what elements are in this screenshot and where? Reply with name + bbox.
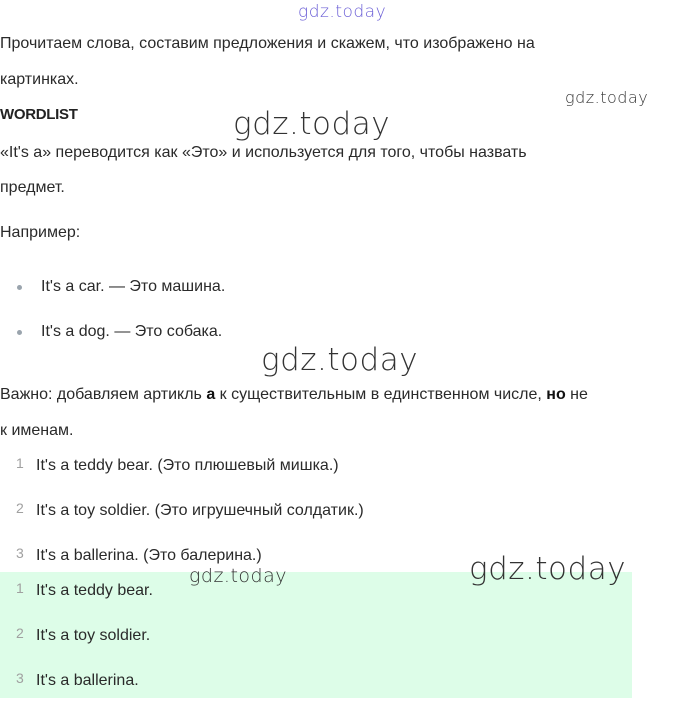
item-number: 2 xyxy=(16,500,24,516)
example-item: It's a dog. — Это собака. xyxy=(41,323,223,340)
list-item xyxy=(0,489,632,534)
item-number: 3 xyxy=(16,545,24,561)
item-text: It's a ballerina. xyxy=(36,672,139,689)
note-line-2: к именам. xyxy=(0,422,74,439)
item-text: It's a teddy bear. (Это плюшевый мишка.) xyxy=(36,457,339,474)
watermark-top: gdz.today xyxy=(298,2,387,22)
item-number: 1 xyxy=(16,455,24,471)
item-text: It's a teddy bear. xyxy=(36,582,153,599)
item-text: It's a toy soldier. (Это игрушечный солдатик.) xyxy=(36,502,364,519)
explanation-line-1: «It's a» переводится как «Это» и используется для того, чтобы назвать xyxy=(0,144,527,161)
explanation-line-2: предмет. xyxy=(0,179,65,196)
note-but: но xyxy=(546,386,566,403)
list-item xyxy=(0,659,632,704)
list-item xyxy=(0,444,632,489)
list-item xyxy=(0,614,632,659)
note-article: a xyxy=(206,386,216,403)
bullet-dot xyxy=(17,285,22,290)
watermark-large-1: gdz.today xyxy=(233,106,391,142)
item-number: 3 xyxy=(16,670,24,686)
bullet-dot xyxy=(17,330,22,335)
watermark-large-2: gdz.today xyxy=(261,342,419,378)
item-number: 2 xyxy=(16,625,24,641)
watermark-large-3: gdz.today xyxy=(469,551,627,587)
watermark-small-2: gdz.today xyxy=(189,565,287,587)
watermark-small-1: gdz.today xyxy=(565,88,649,107)
intro-line-2: картинках. xyxy=(0,71,79,88)
item-text: It's a toy soldier. xyxy=(36,627,151,644)
item-text: It's a ballerina. (Это балерина.) xyxy=(36,547,262,564)
note-line-1: Важно: добавляем артикль a к существительным в единственном числе, но не xyxy=(0,386,588,403)
item-number: 1 xyxy=(16,580,24,596)
wordlist-heading: WORDLIST xyxy=(0,106,78,123)
example-item: It's a car. — Это машина. xyxy=(41,278,226,295)
example-label: Например: xyxy=(0,224,81,241)
intro-line-1: Прочитаем слова, составим предложения и скажем, что изображено на xyxy=(0,35,535,52)
